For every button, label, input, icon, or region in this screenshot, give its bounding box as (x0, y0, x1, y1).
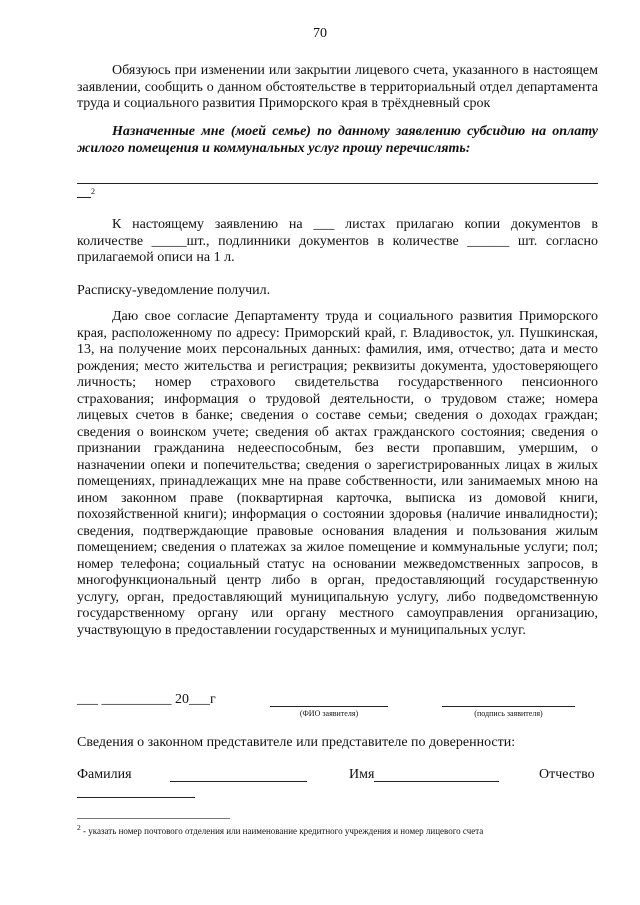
name-label: Имя (349, 767, 375, 782)
surname-line (170, 781, 307, 782)
signature-line (442, 706, 575, 707)
patronymic-label: Отчество (539, 767, 595, 782)
paragraph-attachments: К настоящему заявлению на ___ листах прилагаю копии документов в количестве _____шт., подлинники документов в количестве ______ шт. согласно прилагаемой описи на 1 л. (77, 217, 598, 265)
signature-caption: (подпись заявителя) (474, 709, 543, 718)
fio-line (270, 706, 388, 707)
page-number: 70 (313, 26, 327, 41)
surname-label: Фамилия (77, 767, 132, 782)
paragraph-transfer-request: Назначенные мне (моей семье) по данному заявлению субсидию на оплату жилого помещения и коммунальных услуг прошу перечислять: (77, 124, 598, 156)
signature-date: ___ __________ 20___г (77, 692, 216, 707)
footnote-mark-underline (77, 197, 91, 198)
name-line (374, 781, 499, 782)
footnote-text: - указать номер почтового отделения или наименование кредитного учреждения и номер лицевого счета (80, 826, 484, 836)
fio-caption: (ФИО заявителя) (299, 709, 359, 718)
footnote-separator (77, 818, 230, 819)
footnote-number: 2 (77, 823, 81, 832)
representative-heading: Сведения о законном представителе или представителе по доверенности: (77, 735, 516, 750)
patronymic-line (77, 797, 195, 798)
paragraph-consent: Даю свое согласие Департаменту труда и социального развития Приморского края, расположенному по адресу: Приморский край, г. Владивосток, ул. Пушкинская, 13, на получение моих персональных данных: фамилия, имя, отчество; дата и место рождения; место жительства и регистрация; реквизиты документа, удостоверяющего личность; номер страхового свидетельства государственного пенсионного страхования; информация о трудовой деятельности, о трудовом стаже; номера лицевых счетов в банке; сведения о составе семьи; сведения о доходах граждан; сведения о воинском учете; сведения об актах гражданского состояния; сведения о признании гражданина недееспособным, без вести пропавшим, умершим, о назначении опеки и попечительства; сведения о зарегистрированных лицах в жилых помещениях, принадлежащих мне на праве собственности, или занимаемых мною на ином законном праве (поквартирная карточка, выписка из домовой книги, похозяйственной книги); информация о состоянии здоровья (наличие инвалидности); сведения, подтверждающие правовые основания владения и пользования жилым помещением; сведения о платежах за жилое помещение и коммунальные услуги; пол; номер телефона; социальный статус на основании межведомственных запросов, в многофункциональный центр либо в орган, предоставляющий государственную услугу, орган, предоставляющий муниципальную услугу, либо подведомственную государственному органу или органу местного самоуправления организацию, участвующую в предоставлении государственных и муниципальных услуг. (77, 309, 598, 638)
paragraph-obligation: Обязуюсь при изменении или закрытии лицевого счета, указанного в настоящем заявлении, сообщить о данном обстоятельстве в территориальный отдел департамента труда и социального развития Приморского края в трёхдневный срок (77, 63, 598, 111)
transfer-details-line (77, 183, 598, 184)
footnote-mark: 2 (91, 187, 95, 196)
paragraph-receipt: Расписку-уведомление получил. (77, 283, 271, 298)
footnote (77, 823, 483, 836)
